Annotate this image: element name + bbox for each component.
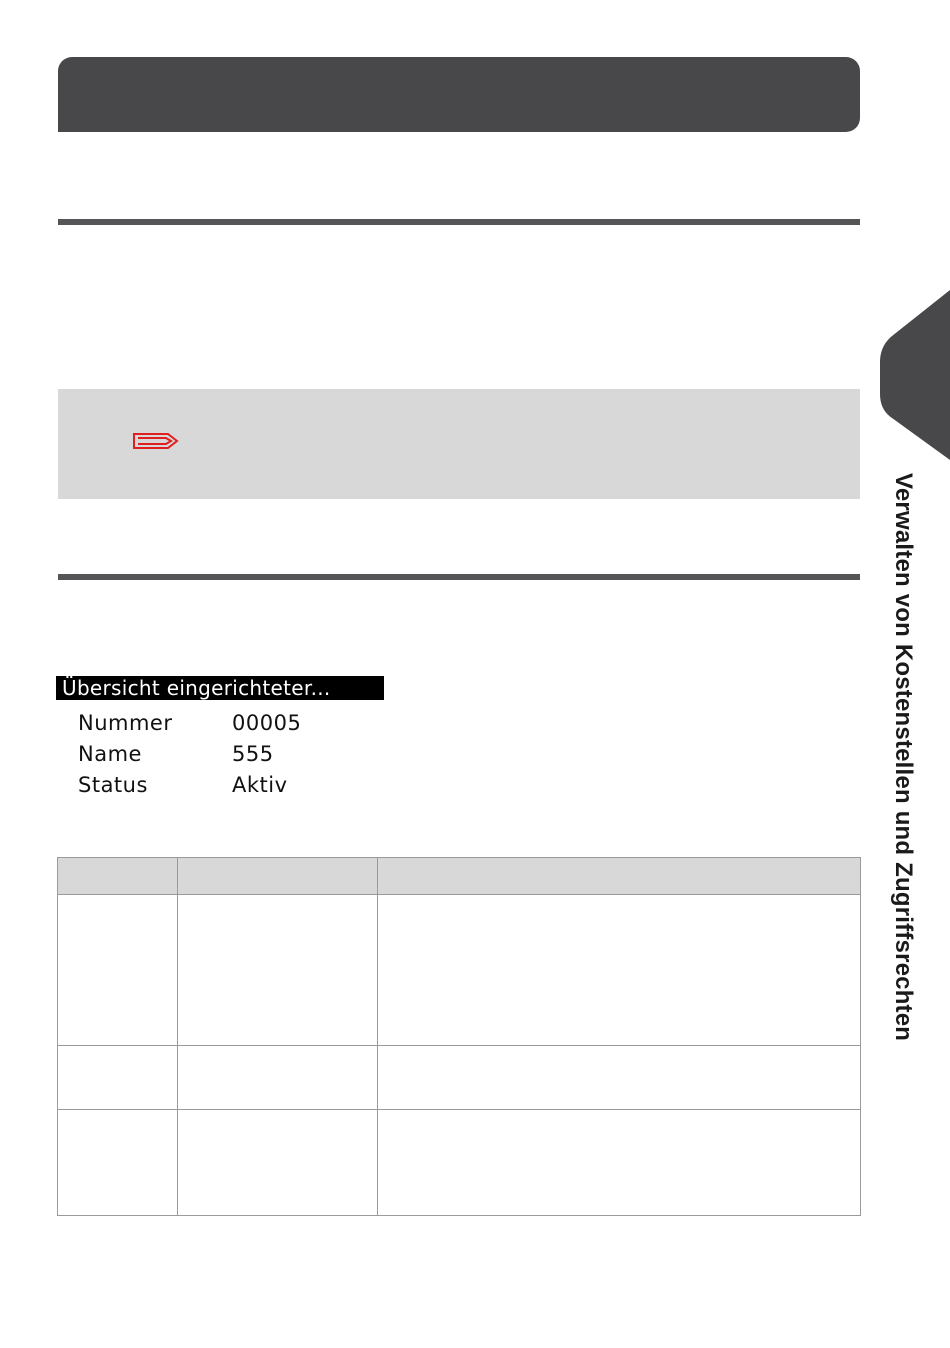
- table-cell: [178, 1110, 378, 1216]
- table-header-cell: [378, 858, 861, 895]
- table-row: [58, 1046, 861, 1110]
- table-cell: [58, 895, 178, 1046]
- table-cell: [378, 1110, 861, 1216]
- side-chapter-tab: [880, 290, 950, 460]
- note-box: [58, 389, 860, 499]
- table-cell: [378, 895, 861, 1046]
- table-row: [58, 895, 861, 1046]
- table-cell: [178, 895, 378, 1046]
- table-cell: [178, 1046, 378, 1110]
- table-row: [58, 1110, 861, 1216]
- lcd-label: Name: [78, 742, 142, 766]
- lcd-value: 00005: [232, 711, 302, 735]
- table-header-cell: [58, 858, 178, 895]
- side-tab-label: Verwalten von Kostenstellen und Zugriffsrechten: [890, 473, 917, 1042]
- table-cell: [58, 1110, 178, 1216]
- lcd-value: Aktiv: [232, 773, 288, 797]
- table-cell: [58, 1046, 178, 1110]
- lcd-title: Übersicht eingerichteter...: [56, 676, 384, 700]
- lcd-screen: [56, 676, 384, 840]
- section-divider-bottom: [58, 574, 860, 580]
- lcd-label: Nummer: [78, 711, 173, 735]
- paperclip-note-icon: [130, 429, 182, 453]
- info-table: [57, 857, 861, 1216]
- table-cell: [378, 1046, 861, 1110]
- chapter-header-bar: [58, 57, 860, 132]
- lcd-label: Status: [78, 773, 148, 797]
- table-header-cell: [178, 858, 378, 895]
- section-divider-top: [58, 219, 860, 225]
- lcd-value: 555: [232, 742, 274, 766]
- table-header-row: [58, 858, 861, 895]
